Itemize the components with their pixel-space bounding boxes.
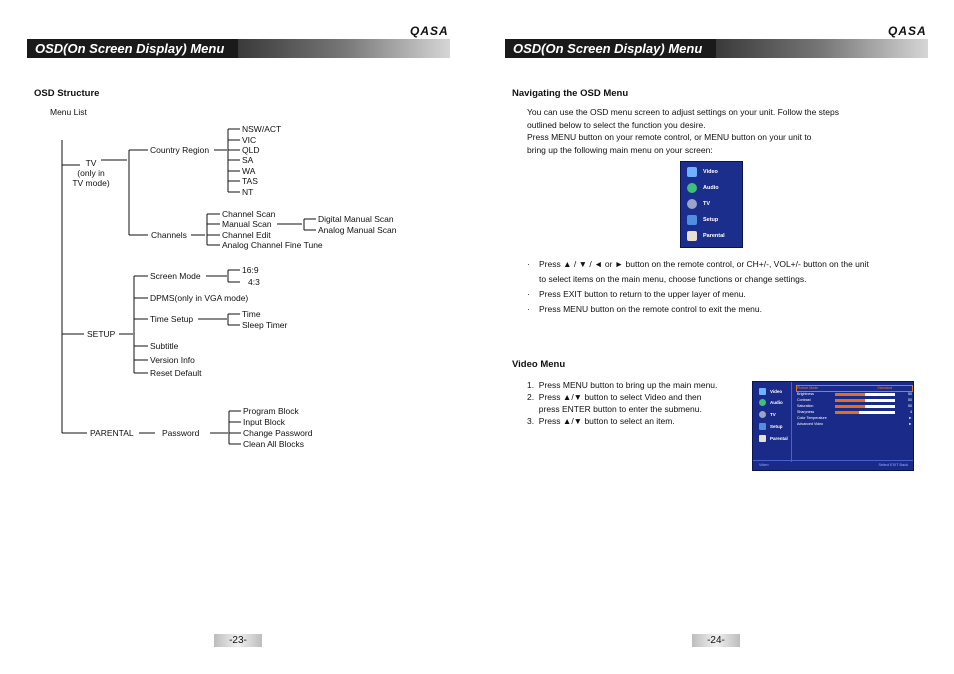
chevron-right-icon: ► <box>908 416 912 420</box>
vm-side-label: Audio <box>770 399 783 405</box>
tree-node-parental: PARENTAL <box>90 428 134 438</box>
vm-row <box>797 404 912 409</box>
chevron-right-icon: ► <box>908 422 912 426</box>
video-step: 2. Press ▲/▼ button to select Video and then <box>527 392 702 402</box>
channel-item: Manual Scan <box>222 219 272 229</box>
region-item: VIC <box>242 135 257 145</box>
tree-node-setup: SETUP <box>87 329 116 339</box>
osd-item-label: Parental <box>703 233 725 239</box>
vm-side-item <box>759 386 782 396</box>
tv-icon <box>759 411 766 418</box>
vm-row-value: 50 <box>908 392 912 396</box>
tree-node-password: Password <box>162 428 200 438</box>
channel-item: Channel Edit <box>222 230 271 240</box>
brand-logo-left: QASA <box>410 24 449 38</box>
time-item: Time <box>242 309 261 319</box>
osd-item-tv <box>687 197 710 211</box>
osd-item-parental <box>687 229 725 243</box>
setup-icon <box>759 423 766 430</box>
channel-item: Channel Scan <box>222 209 276 219</box>
tree-node-subtitle: Subtitle <box>150 341 179 351</box>
vm-row-label: Sharpness <box>797 410 815 414</box>
tree-node-time-setup: Time Setup <box>150 314 194 324</box>
header-title-left: OSD(On Screen Display) Menu <box>27 39 238 58</box>
tree-node-version-info: Version Info <box>150 355 195 365</box>
bullet-text: Press MENU button on the remote control to exit the menu. <box>539 304 762 314</box>
vm-level-bar <box>835 405 895 408</box>
osd-item-label: Setup <box>703 217 719 223</box>
region-item: TAS <box>242 176 258 186</box>
vm-row <box>797 422 912 427</box>
video-menu-image <box>752 381 914 471</box>
header-title-right: OSD(On Screen Display) Menu <box>505 39 716 58</box>
vm-row <box>797 410 912 415</box>
bullet-text: Press EXIT button to return to the upper layer of menu. <box>539 289 746 299</box>
brand-logo-right: QASA <box>888 24 927 38</box>
channel-item: Analog Channel Fine Tune <box>222 240 323 250</box>
region-item: WA <box>242 166 256 176</box>
audio-icon <box>687 183 697 193</box>
password-item: Clean All Blocks <box>243 439 304 449</box>
osd-item-setup <box>687 213 718 227</box>
tree-node-country-region: Country Region <box>150 145 210 155</box>
osd-main-menu-image <box>680 161 743 248</box>
manual-scan-item: Digital Manual Scan <box>318 214 394 224</box>
vm-row-value: 4 <box>910 410 912 414</box>
vm-row-label: Advanced Video <box>797 422 824 426</box>
vm-row-label: Brightness <box>797 392 814 396</box>
vm-level-fill <box>835 411 859 414</box>
tree-node-reset-default: Reset Default <box>150 368 202 378</box>
region-item: QLD <box>242 145 260 155</box>
screen-mode-item: 16:9 <box>242 265 259 275</box>
bullet-text: to select items on the main menu, choose functions or change settings. <box>539 274 807 284</box>
tv-note-2: TV mode) <box>72 178 110 188</box>
vm-side-label: Video <box>770 388 783 394</box>
vm-row-value: 50 <box>908 398 912 402</box>
section-title-video-menu: Video Menu <box>512 359 566 370</box>
vm-level-fill <box>835 405 865 408</box>
tv-icon <box>687 199 697 209</box>
menu-list-label: Menu List <box>50 107 87 117</box>
bullet-marker: · <box>527 259 530 269</box>
video-icon <box>687 167 697 177</box>
vm-row <box>797 392 912 397</box>
vm-footer <box>753 460 913 470</box>
video-step: 1. Press MENU button to bring up the main menu. <box>527 380 718 390</box>
vm-row-label: Color Temperature <box>797 416 827 420</box>
video-step: press ENTER button to enter the submenu. <box>527 404 702 414</box>
vm-row-value: 50 <box>908 404 912 408</box>
audio-icon <box>759 399 766 406</box>
vm-side-item <box>759 433 788 443</box>
region-item: SA <box>242 155 254 165</box>
vm-level-fill <box>835 399 865 402</box>
screen-mode-item: 4:3 <box>248 277 260 287</box>
section-title-navigating: Navigating the OSD Menu <box>512 88 629 99</box>
nav-line: You can use the OSD menu screen to adjust settings on your unit. Follow the steps <box>527 107 840 117</box>
osd-item-label: TV <box>703 201 711 207</box>
nav-paragraph <box>527 106 907 156</box>
vm-side-item <box>759 409 776 419</box>
setup-icon <box>687 215 697 225</box>
nav-line: outlined below to select the function you desire. <box>527 119 706 130</box>
nav-line: bring up the following main menu on your screen: <box>527 144 713 155</box>
video-steps <box>527 379 717 427</box>
vm-footer-left: Video <box>759 463 769 467</box>
region-item: NSW/ACT <box>242 124 282 134</box>
vm-level-bar <box>835 411 895 414</box>
vm-level-bar <box>835 393 895 396</box>
vm-footer-right: Select EXIT Back <box>878 463 908 467</box>
parental-icon <box>687 231 697 241</box>
header-bar-right <box>505 39 928 58</box>
tree-node-tv <box>62 158 120 188</box>
vm-side-item <box>759 421 783 431</box>
section-title-osd-structure: OSD Structure <box>34 88 100 99</box>
osd-item-video <box>687 165 718 179</box>
nav-line: Press MENU button on your remote control, or MENU button on your unit to <box>527 132 812 142</box>
vm-row <box>797 416 912 421</box>
tree-node-channels: Channels <box>151 230 187 240</box>
osd-item-audio <box>687 181 719 195</box>
password-item: Change Password <box>243 428 313 438</box>
region-item: NT <box>242 187 254 197</box>
bullet-text: Press ▲ / ▼ / ◄ or ► button on the remote control, or CH+/-, VOL+/- button on the unit <box>539 259 869 269</box>
tv-note-1: (only in <box>77 168 105 178</box>
vm-row-label: Contrast <box>797 398 811 402</box>
password-item: Input Block <box>243 417 286 427</box>
manual-scan-item: Analog Manual Scan <box>318 225 397 235</box>
parental-icon <box>759 435 766 442</box>
page-number-left: -23- <box>214 634 262 647</box>
vm-level-bar <box>835 399 895 402</box>
tree-node-dpms: DPMS(only in VGA mode) <box>150 293 249 303</box>
vm-side-item <box>759 397 783 407</box>
vm-side-label: Setup <box>770 423 783 429</box>
vm-side-label: Parental <box>770 435 788 441</box>
page-number-right: -24- <box>692 634 740 647</box>
vm-row-label: Saturation <box>797 404 814 408</box>
time-item: Sleep Timer <box>242 320 288 330</box>
password-item: Program Block <box>243 406 299 416</box>
vm-row-label: Picture Mode <box>797 386 819 390</box>
vm-row <box>797 398 912 403</box>
video-step: 3. Press ▲/▼ button to select an item. <box>527 416 675 426</box>
bullet-marker: · <box>527 289 530 299</box>
vm-row-picture-mode <box>797 386 912 391</box>
vm-level-fill <box>835 393 865 396</box>
bullet-marker: · <box>527 304 530 314</box>
video-icon <box>759 388 766 395</box>
osd-item-label: Video <box>703 169 718 175</box>
osd-item-label: Audio <box>703 185 719 191</box>
vm-row-value: Standard <box>877 386 892 390</box>
tv-label: TV <box>85 158 97 168</box>
tree-node-screen-mode: Screen Mode <box>150 271 201 281</box>
vm-side-label: TV <box>770 411 776 417</box>
